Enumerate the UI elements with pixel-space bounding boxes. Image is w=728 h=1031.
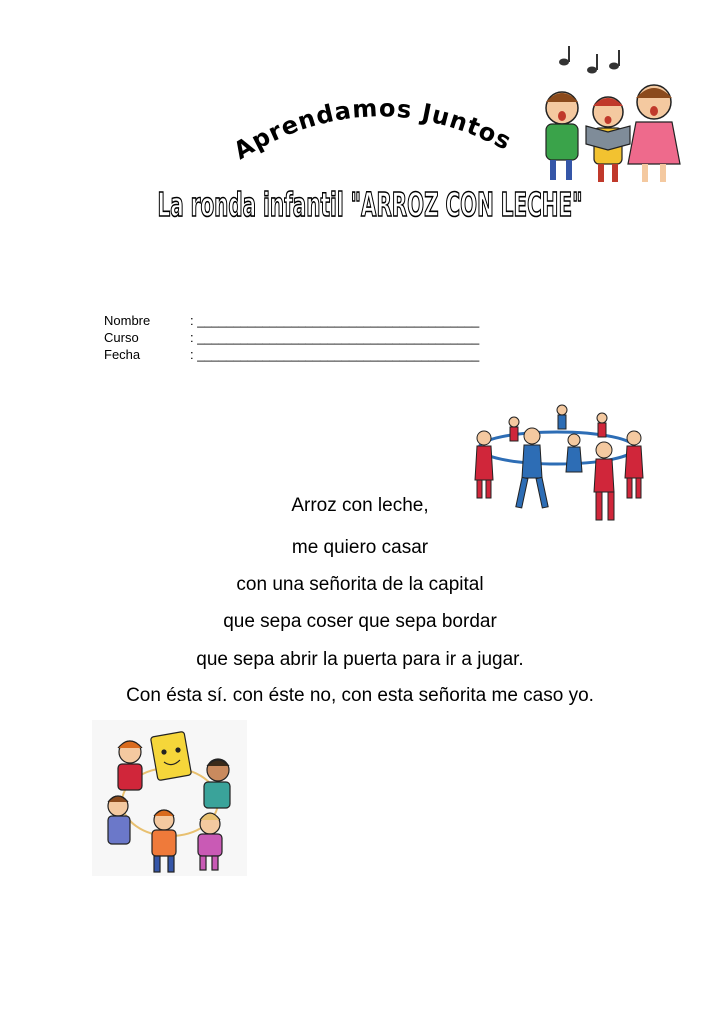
form-label: Nombre [104, 313, 151, 328]
arched-heading [220, 88, 520, 168]
form-label: Fecha [104, 347, 141, 362]
poem-line: con una señorita de la capital [236, 574, 484, 595]
student-info-form [104, 312, 480, 363]
children-ring-image [92, 720, 247, 876]
name-field[interactable]: : _______________________________________ [190, 313, 480, 328]
poem-line: que sepa abrir la puerta para ir a jugar. [196, 649, 524, 670]
form-row-fecha [104, 346, 480, 363]
arched-heading-text: Aprendamos Juntos [228, 94, 517, 166]
poem-line: Con ésta sí. con éste no, con esta señorita me caso yo. [126, 685, 594, 706]
course-field[interactable]: : _______________________________________ [190, 330, 480, 345]
poem-line: me quiero casar [291, 537, 429, 558]
svg-text:Aprendamos Juntos [229, 94, 517, 165]
singing-children-image [530, 40, 690, 190]
poem-line: Arroz con leche, [291, 495, 429, 516]
form-row-curso [104, 329, 480, 346]
worksheet-title-text: La ronda infantil "ARROZ CON LECHE" [157, 185, 583, 224]
worksheet-title [150, 176, 590, 228]
poem-line: que sepa coser que sepa bordar [223, 611, 497, 632]
music-note-icon [559, 46, 620, 74]
date-field[interactable]: : _______________________________________ [190, 347, 480, 362]
form-row-nombre [104, 312, 480, 329]
form-label: Curso [104, 330, 139, 345]
